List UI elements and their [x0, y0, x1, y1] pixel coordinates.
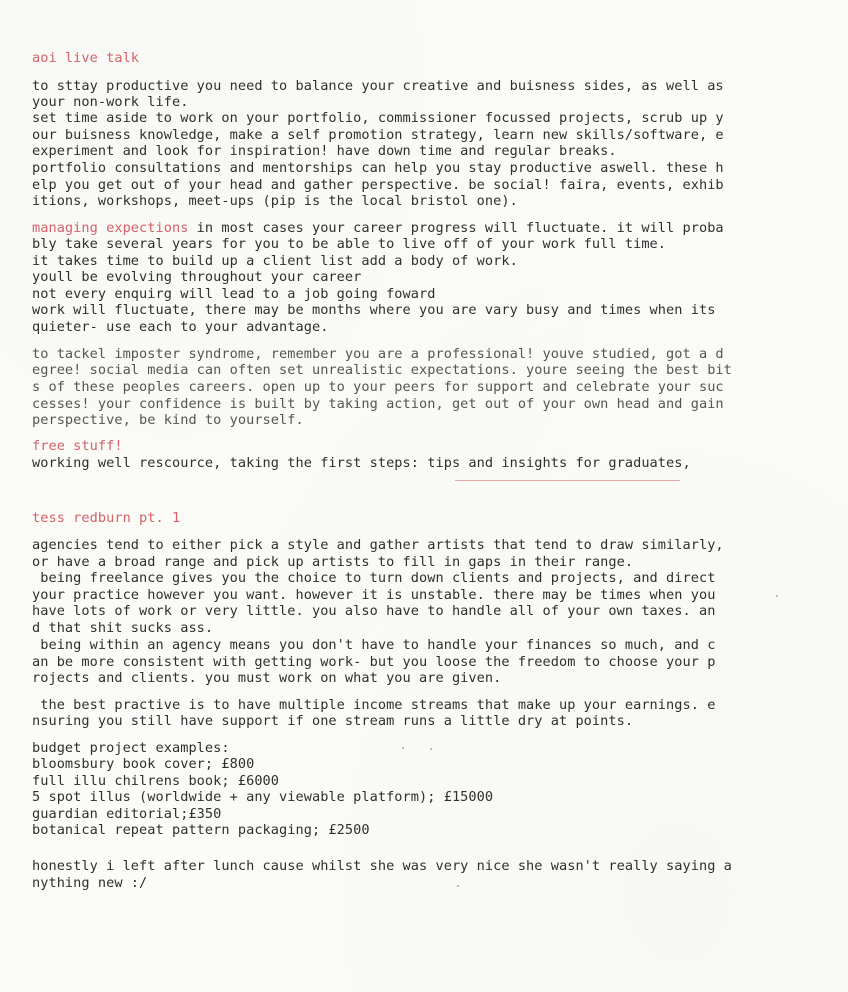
- budget-item: full illu chilrens book; £6000: [32, 773, 280, 789]
- managing-expections-line: [32, 220, 724, 237]
- body-line: being within an agency means you don't have to handle your finances so much, and c: [32, 637, 716, 653]
- body-line: an be more consistent with getting work- but you loose the freedom to choose your p: [32, 654, 716, 670]
- heading-tess-redburn: tess redburn pt. 1: [32, 510, 181, 526]
- body-line: set time aside to work on your portfolio, commissioner focussed projects, scrub up y: [32, 110, 724, 126]
- body-line: working well rescource, taking the first steps: tips and insights for graduates,: [32, 455, 691, 471]
- body-line: your non-work life.: [32, 94, 189, 110]
- body-line: have lots of work or very little. you also have to handle all of your own taxes. an: [32, 603, 716, 619]
- body-line: or have a broad range and pick up artists to fill in gaps in their range.: [32, 554, 634, 570]
- body-line: cesses! your confidence is built by taking action, get out of your own head and gain: [32, 396, 724, 412]
- body-line: s of these peoples careers. open up to your peers for support and celebrate your suc: [32, 379, 724, 395]
- paper-speck: [776, 595, 778, 597]
- budget-item: 5 spot illus (worldwide + any viewable platform); £15000: [32, 789, 494, 805]
- paper-speck: [402, 747, 404, 749]
- heading-free-stuff: free stuff!: [32, 438, 123, 454]
- body-line: bly take several years for you to be able to live off of your work full time.: [32, 236, 667, 252]
- body-line: to tackel imposter syndrome, remember you are a professional! youve studied, got a d: [32, 346, 724, 362]
- body-line: to sttay productive you need to balance your creative and buisness sides, as well as: [32, 78, 724, 94]
- red-ink-smudge: [455, 480, 680, 481]
- body-line: being freelance gives you the choice to turn down clients and projects, and direct: [32, 570, 716, 586]
- body-line: your practice however you want. however it is unstable. there may be times when you: [32, 587, 716, 603]
- body-line: nsuring you still have support if one stream runs a little dry at points.: [32, 713, 634, 729]
- body-line: itions, workshops, meet-ups (pip is the local bristol one).: [32, 193, 518, 209]
- body-line: youll be evolving throughout your career: [32, 269, 362, 285]
- body-line: portfolio consultations and mentorships can help you stay productive aswell. these h: [32, 160, 724, 176]
- body-line: elp you get out of your head and gather perspective. be social! faira, events, exhib: [32, 177, 724, 193]
- body-line: work will fluctuate, there may be months where you are vary busy and times when its: [32, 302, 716, 318]
- budget-item: guardian editorial;£350: [32, 806, 222, 822]
- body-line: egree! social media can often set unrealistic expectations. youre seeing the best bit: [32, 362, 732, 378]
- body-line: quieter- use each to your advantage.: [32, 319, 329, 335]
- body-line: not every enquirg will lead to a job going foward: [32, 286, 436, 302]
- body-line: experiment and look for inspiration! have down time and regular breaks.: [32, 143, 617, 159]
- body-line: our buisness knowledge, make a self promotion strategy, learn new skills/software, e: [32, 127, 724, 143]
- body-line: nything new :/: [32, 875, 148, 891]
- budget-item: bloomsbury book cover; £800: [32, 756, 255, 772]
- body-line: the best practive is to have multiple income streams that make up your earnings. e: [32, 697, 716, 713]
- body-line: perspective, be kind to yourself.: [32, 412, 304, 428]
- body-text: in most cases your career progress will fluctuate. it will proba: [188, 220, 724, 236]
- heading-aoi-live-talk: aoi live talk: [32, 50, 140, 66]
- budget-item: botanical repeat pattern packaging; £2500: [32, 822, 370, 838]
- paper-speck: [430, 748, 432, 750]
- body-line: rojects and clients. you must work on what you are given.: [32, 670, 502, 686]
- body-line: it takes time to build up a client list add a body of work.: [32, 253, 518, 269]
- budget-heading: budget project examples:: [32, 740, 230, 756]
- body-line: honestly i left after lunch cause whilst she was very nice she wasn't really saying a: [32, 858, 732, 874]
- body-line: d that shit sucks ass.: [32, 620, 214, 636]
- body-line: agencies tend to either pick a style and gather artists that tend to draw similarly,: [32, 537, 724, 553]
- paper-speck: [457, 885, 459, 887]
- heading-managing-expections: managing expections: [32, 220, 189, 236]
